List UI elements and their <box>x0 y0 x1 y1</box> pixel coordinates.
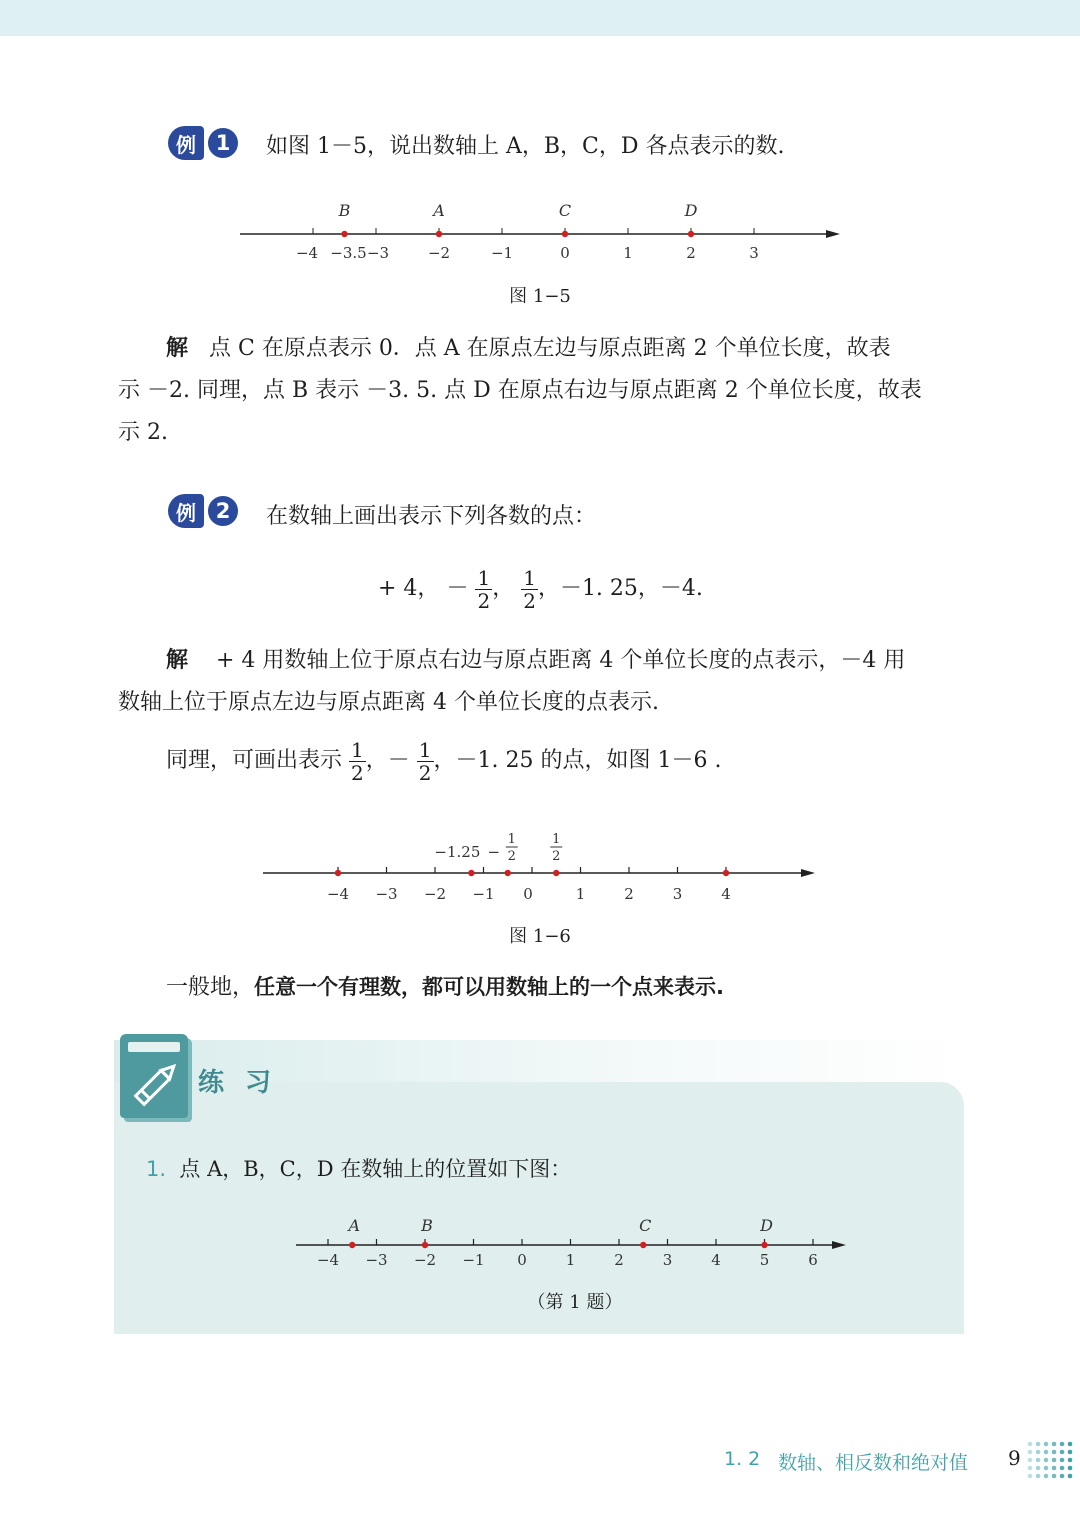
tick-label: −3 <box>365 1251 388 1269</box>
number-line-figure-1 <box>230 196 850 271</box>
tick-label: 0 <box>560 244 570 262</box>
point-C <box>640 1242 646 1248</box>
grid-dot <box>1036 1466 1041 1471</box>
conclusion-lead: 一般地， <box>166 975 255 1000</box>
grid-dot <box>1052 1466 1057 1471</box>
practice-title: 练 习 <box>198 1068 278 1098</box>
grid-dot <box>1060 1474 1065 1479</box>
label-minus: − <box>487 843 501 861</box>
point <box>723 870 729 876</box>
point-label-A: A <box>348 1216 361 1235</box>
example-1-badge <box>168 126 240 160</box>
point-D <box>688 231 694 237</box>
point-B <box>341 231 347 237</box>
example-1-prompt: 如图 1－5，说出数轴上 A，B，C，D 各点表示的数. <box>266 134 785 159</box>
grid-dot <box>1052 1474 1057 1479</box>
tick-label: 0 <box>517 1251 527 1269</box>
pencil-notebook-icon <box>120 1034 188 1118</box>
tick-label: 2 <box>686 244 696 262</box>
tick-label: 6 <box>808 1251 818 1269</box>
grid-dot <box>1028 1466 1033 1471</box>
grid-dot <box>1036 1474 1041 1479</box>
grid-dot <box>1028 1442 1033 1447</box>
number-line-practice <box>290 1212 855 1272</box>
grid-dot <box>1028 1458 1033 1463</box>
tick-label: −1 <box>462 1251 485 1269</box>
tick-label: 4 <box>711 1251 721 1269</box>
tick-label: 0 <box>523 885 533 903</box>
number-plus-4: + 4， <box>378 576 440 601</box>
footer-section-title: 数轴、相反数和绝对值 <box>778 1452 969 1474</box>
tick-label: 5 <box>759 1251 770 1269</box>
fraction-half: $\frac{1}{2}$ <box>418 737 432 785</box>
practice-question-1 <box>146 1148 571 1190</box>
fraction-half: $\frac{1}{2}$ <box>351 737 364 785</box>
tick-label: 1 <box>575 885 586 903</box>
grid-dot <box>1060 1442 1065 1447</box>
example-2-numbers: + 4， － $\frac{1}{2}$ ， $\frac{1}{2}$ ，－1. 25，－4. <box>378 565 703 613</box>
point-B <box>422 1242 428 1248</box>
example-number: 2 <box>206 494 240 528</box>
example-2-prompt: 在数轴上画出表示下列各数的点： <box>266 504 597 529</box>
practice-caption: （第 1 题） <box>527 1292 623 1313</box>
tick-label: 1 <box>565 1251 576 1269</box>
solution-2-line-2: 数轴上位于原点左边与原点距离 4 个单位长度的点表示. <box>118 690 659 715</box>
grid-dot <box>1036 1458 1041 1463</box>
figure-1-caption: 图 1−5 <box>509 286 571 307</box>
example-number: 1 <box>206 126 240 160</box>
solution-1-line-3: 示 2. <box>118 420 168 445</box>
tick-label: 1 <box>623 244 633 262</box>
tick-label: 2 <box>624 885 634 903</box>
tick-label: −3 <box>366 244 390 262</box>
solution-1-line-1 <box>166 328 891 370</box>
minus-sign: － <box>446 576 469 601</box>
solution-2-line-3: 同理，可画出表示 $\frac{1}{2}$ ，－ $\frac{1}{2}$ ，－1. 25 的点，如图 1－6 . <box>166 737 722 785</box>
point-C <box>562 231 568 237</box>
grid-dot <box>1028 1474 1033 1479</box>
grid-dot <box>1068 1466 1073 1471</box>
point-A <box>436 231 442 237</box>
label-fraction-numerator: 1 <box>552 832 561 847</box>
grid-dot <box>1044 1474 1049 1479</box>
question-text: 点 A，B，C，D 在数轴上的位置如下图： <box>179 1157 572 1181</box>
point <box>335 870 341 876</box>
point-label-C: C <box>639 1216 652 1235</box>
question-number: 1. <box>146 1157 167 1181</box>
figure-2-caption: 图 1−6 <box>509 926 571 947</box>
point <box>553 870 559 876</box>
solution-2-line-1 <box>166 640 905 682</box>
point-label-B: B <box>338 201 351 220</box>
grid-dot <box>1052 1450 1057 1455</box>
top-bar <box>0 0 1080 36</box>
grid-dot <box>1044 1442 1049 1447</box>
footer-section-number: 1. 2 <box>724 1448 761 1470</box>
tick-label: −1 <box>472 885 495 903</box>
grid-dot <box>1060 1466 1065 1471</box>
tick-label: −4 <box>316 1251 340 1269</box>
axis-arrow <box>801 869 815 877</box>
solution-1-line-2: 示 －2. 同理，点 B 表示 －3. 5. 点 D 在原点右边与原点距离 2 个单位长度，故表 <box>118 378 922 403</box>
point-label-D: D <box>684 201 698 220</box>
tick-label: −1 <box>490 244 514 262</box>
tick-label: 3 <box>662 1251 673 1269</box>
point-label-C: C <box>558 201 572 220</box>
tick-label: −3.5 <box>330 244 367 262</box>
tick-label: −3 <box>375 885 398 903</box>
point <box>468 870 474 876</box>
tick-label: −2 <box>427 244 451 262</box>
tick-label: 2 <box>614 1251 624 1269</box>
grid-dot <box>1068 1474 1073 1479</box>
point <box>505 870 511 876</box>
conclusion <box>166 966 724 1009</box>
solution-label: 解 <box>166 336 189 361</box>
tick-label: 4 <box>721 885 731 903</box>
grid-dot <box>1068 1458 1073 1463</box>
label-fraction-denominator: 2 <box>507 849 516 864</box>
point-D <box>761 1242 767 1248</box>
number-line-figure-2 <box>255 826 825 911</box>
point-label-B: B <box>421 1216 433 1235</box>
conclusion-statement: 任意一个有理数，都可以用数轴上的一个点来表示. <box>254 975 724 999</box>
grid-dot <box>1060 1450 1065 1455</box>
point-label-D: D <box>760 1216 773 1235</box>
example-label: 例 <box>168 126 204 160</box>
page-number: 9 <box>1008 1446 1021 1470</box>
grid-dot <box>1044 1466 1049 1471</box>
example-label: 例 <box>168 494 204 528</box>
grid-dot <box>1052 1442 1057 1447</box>
point-label-A: A <box>433 201 445 220</box>
label-neg-1-25: −1.25 <box>434 843 481 861</box>
grid-dot <box>1068 1442 1073 1447</box>
grid-dot <box>1036 1450 1041 1455</box>
tick-label: −4 <box>326 885 350 903</box>
fraction-half: $\frac{1}{2}$ <box>477 565 491 613</box>
label-fraction-denominator: 2 <box>552 849 561 864</box>
number-rest: ，－1. 25，－4. <box>537 576 703 601</box>
example-2-badge <box>168 494 240 528</box>
tick-label: 3 <box>749 244 759 262</box>
fraction-half: $\frac{1}{2}$ <box>523 565 536 613</box>
grid-dot <box>1044 1458 1049 1463</box>
grid-dot <box>1044 1450 1049 1455</box>
tick-label: −2 <box>413 1251 437 1269</box>
grid-dot <box>1036 1442 1041 1447</box>
tick-label: −4 <box>295 244 319 262</box>
point-A <box>349 1242 355 1248</box>
grid-dot <box>1060 1458 1065 1463</box>
solution-2-text-1: + 4 用数轴上位于原点右边与原点距离 4 个单位长度的点表示，－4 用 <box>216 648 906 673</box>
axis-arrow <box>832 1241 846 1249</box>
grid-dot <box>1068 1450 1073 1455</box>
label-fraction-numerator: 1 <box>507 832 516 847</box>
axis-arrow <box>826 230 840 238</box>
grid-dot <box>1052 1458 1057 1463</box>
tick-label: 3 <box>672 885 683 903</box>
tick-label: −2 <box>423 885 447 903</box>
solution-1-text-1: 点 C 在原点表示 0．点 A 在原点左边与原点距离 2 个单位长度，故表 <box>209 336 891 361</box>
dot-grid-decoration-icon <box>1026 1440 1078 1480</box>
solution-label: 解 <box>166 648 189 673</box>
grid-dot <box>1028 1450 1033 1455</box>
